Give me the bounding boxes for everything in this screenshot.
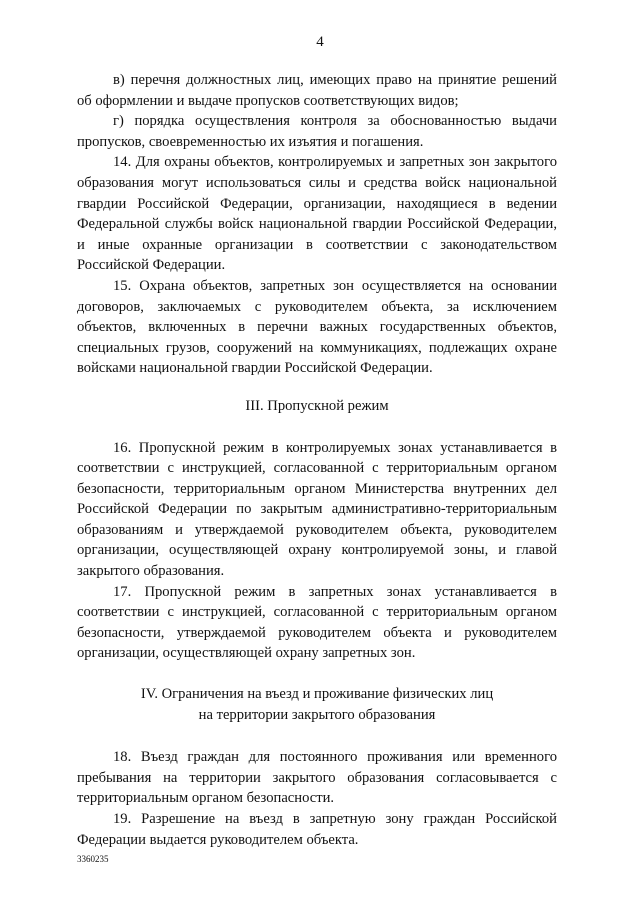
paragraph-13v: в) перечня должностных лиц, имеющих право на принятие решений об оформлении и выдаче пропусков соответствующих видов; [77, 72, 557, 109]
paragraph-18: 18. Въезд граждан для постоянного проживания или временного пребывания на территории закрытого образования согласовывается с территориальным органом безопасности. [77, 749, 557, 807]
paragraph-16: 16. Пропускной режим в контролируемых зонах устанавливается в соответствии с инструкцией, согласованной с территориальным органом безопасности, территориальным органом Министерства внутренних дел Российской Федерации по закрытым административно-территориальным образованиям и утверждаемой руководителем объекта, руководителем организации, осуществляющей охрану контролируемой зоны, и главой закрытого образования. [77, 439, 557, 580]
document-code: 3360235 [77, 854, 109, 864]
section-heading-iv-line1: IV. Ограничения на въезд и проживание физических лиц [140, 686, 494, 703]
document-body [77, 70, 557, 850]
section-heading-iii: III. Пропускной режим [245, 397, 389, 414]
section-heading-iv-line2: на территории закрытого образования [198, 706, 436, 723]
section-heading-iv [77, 684, 557, 725]
page-number: 4 [316, 34, 324, 50]
paragraph-15: 15. Охрана объектов, запретных зон осуществляется на основании договоров, заключаемых с руководителем объекта, за исключением объектов, включенных в перечни важных государственных объектов, специальных грузов, сооружений на коммуникациях, подлежащих охране войсками национальной гвардии Российской Федерации. [77, 277, 557, 377]
paragraph-14: 14. Для охраны объектов, контролируемых и запретных зон закрытого образования могут использоваться силы и средства войск национальной гвардии Российской Федерации, организации, находящиеся в ведении Федеральной службы войск национальной гвардии Российской Федерации, и иные охранные организации в соответствии с законодательством Российской Федерации. [77, 154, 557, 274]
paragraph-17: 17. Пропускной режим в запретных зонах устанавливается в соответствии с инструкцией, согласованной с территориальным органом безопасности, утверждаемой руководителем объекта и руководителем организации, осуществляющей охрану запретных зон. [77, 583, 557, 662]
paragraph-19: 19. Разрешение на въезд в запретную зону граждан Российской Федерации выдается руководителем объекта. [77, 811, 557, 848]
paragraph-13g: г) порядка осуществления контроля за обоснованностью выдачи пропусков, своевременностью их изъятия и погашения. [77, 113, 557, 150]
